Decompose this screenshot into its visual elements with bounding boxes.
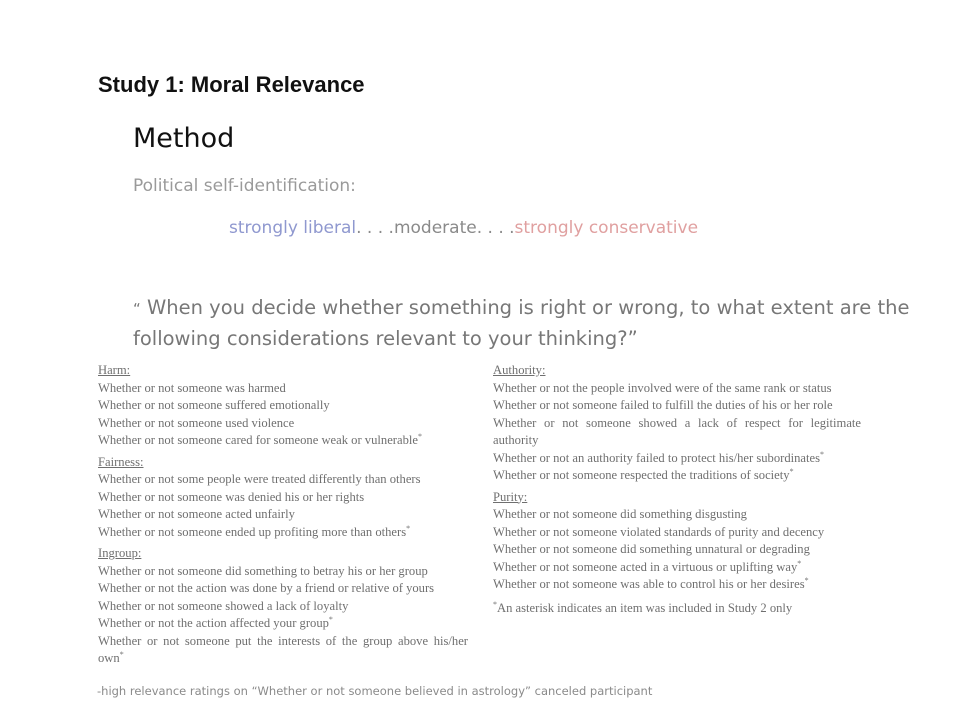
scale-dots-2: . . . . <box>476 218 515 238</box>
list-item: Whether or not someone respected the traditions of society* <box>493 466 794 482</box>
list-item: Whether or not someone acted in a virtuous or uplifting way* <box>493 558 802 574</box>
list-item: Whether or not someone showed a lack of respect for legitimate authority <box>493 415 861 447</box>
list-item: Whether or not the action was done by a friend or relative of yours <box>98 581 435 595</box>
list-item: Whether or not the action affected your group* <box>98 614 333 630</box>
asterisk-marker: * <box>417 431 422 441</box>
political-identification-label: Political self-identification: <box>133 176 356 196</box>
scale-conservative: strongly conservative <box>514 218 699 238</box>
question-text: When you decide whether something is right or wrong, to what extent are the following considerations relevant to your thinking?” <box>133 296 910 350</box>
list-item: Whether or not someone showed a lack of loyalty <box>98 598 349 613</box>
list-item: Whether or not someone ended up profiting more than others* <box>98 523 411 539</box>
list-item: Whether or not the people involved were of the same rank or status <box>493 380 832 395</box>
list-item: Whether or not someone did something unnatural or degrading <box>493 542 810 556</box>
category-purity-label: Purity: <box>493 489 528 504</box>
list-item: Whether or not someone put the interests of the group above his/her own* <box>98 633 468 665</box>
list-item: Whether or not someone suffered emotionally <box>98 398 330 412</box>
list-item: Whether or not someone was harmed <box>98 380 286 395</box>
category-ingroup-label: Ingroup: <box>98 546 142 560</box>
list-item: Whether or not someone was denied his or her rights <box>98 489 365 504</box>
list-item: Whether or not someone cared for someone weak or vulnerable* <box>98 431 422 447</box>
asterisk-marker: * <box>493 599 497 609</box>
left-item-column <box>98 362 468 668</box>
astrology-exclusion-note: -high relevance ratings on “Whether or not someone believed in astrology” canceled participant <box>97 684 653 698</box>
scale-moderate: moderate <box>393 218 477 238</box>
political-scale <box>229 218 698 238</box>
asterisk-marker: * <box>789 466 794 476</box>
list-item: Whether or not someone was able to control his or her desires* <box>493 575 809 591</box>
list-item: Whether or not an authority failed to protect his/her subordinates* <box>493 449 824 465</box>
asterisk-marker: * <box>328 614 333 624</box>
category-authority-label: Authority: <box>493 363 546 377</box>
list-item: Whether or not some people were treated differently than others <box>98 472 421 486</box>
slide-title: Study 1: Moral Relevance <box>98 72 365 97</box>
asterisk-marker: * <box>804 575 809 585</box>
list-item: Whether or not someone used violence <box>98 415 295 430</box>
method-heading: Method <box>133 123 235 154</box>
asterisk-marker: * <box>797 558 802 568</box>
survey-question <box>133 293 933 354</box>
list-item: Whether or not someone did something to betray his or her group <box>98 563 428 578</box>
scale-dots-1: . . . . <box>356 218 394 238</box>
category-fairness-label: Fairness: <box>98 454 144 469</box>
right-item-column <box>493 362 861 617</box>
asterisk-marker: * <box>406 523 411 533</box>
list-item: Whether or not someone acted unfairly <box>98 507 295 521</box>
scale-liberal: strongly liberal <box>229 218 357 238</box>
list-item: Whether or not someone violated standards of purity and decency <box>493 524 825 539</box>
list-item: Whether or not someone failed to fulfill the duties of his or her role <box>493 398 833 412</box>
asterisk-marker: * <box>820 449 824 459</box>
question-open-quote: “ <box>133 300 141 318</box>
asterisk-marker: * <box>119 649 124 659</box>
asterisk-footnote: *An asterisk indicates an item was included in Study 2 only <box>493 599 793 615</box>
category-harm-label: Harm: <box>98 363 131 377</box>
list-item: Whether or not someone did something disgusting <box>493 507 747 521</box>
